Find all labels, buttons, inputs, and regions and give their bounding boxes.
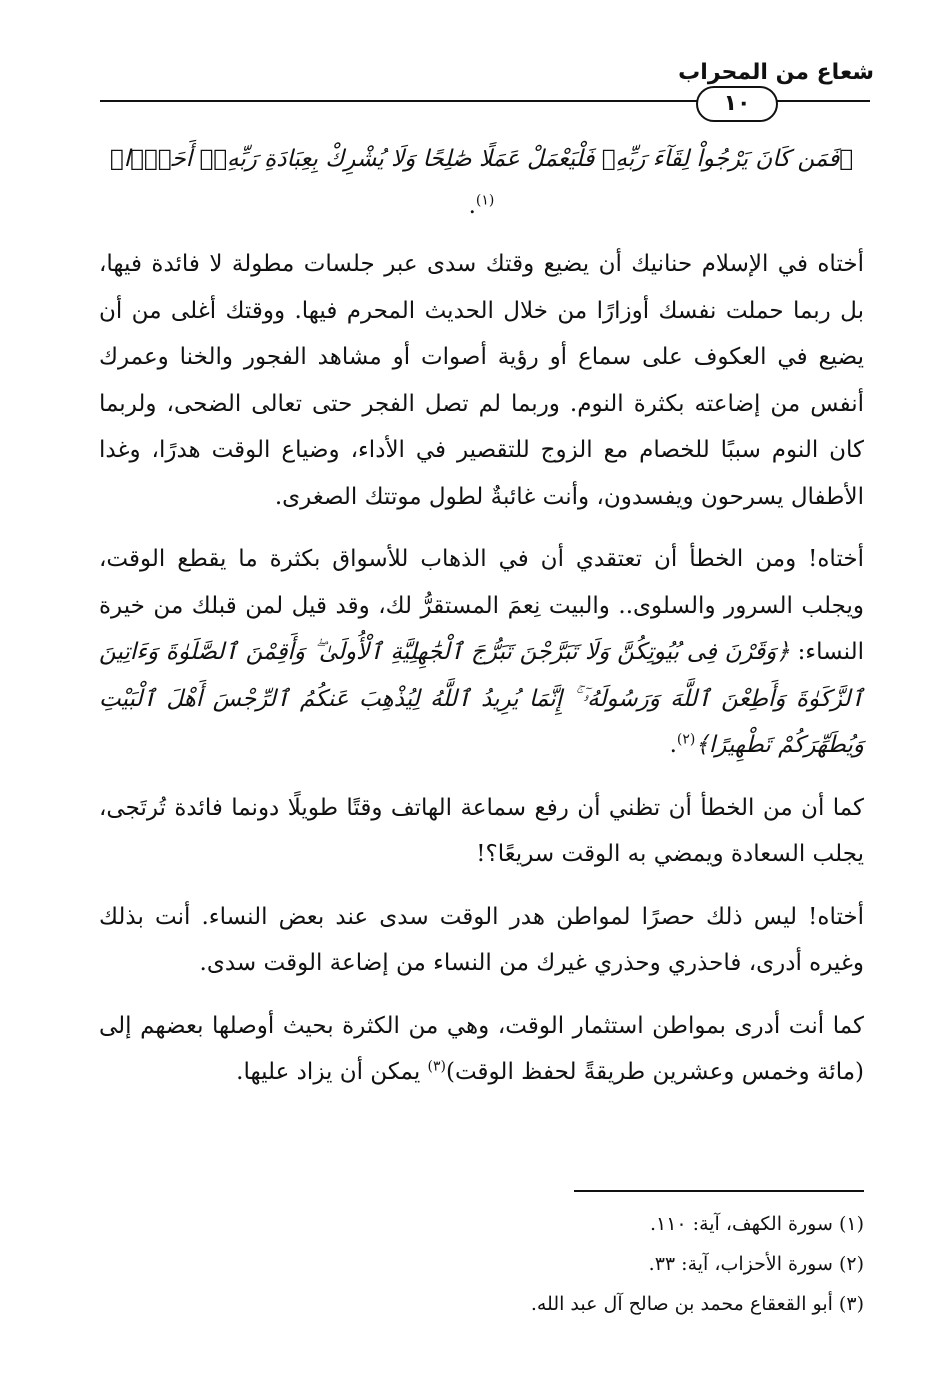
running-header-title: شعاع من المحراب: [678, 60, 874, 85]
paragraph-5-text: كما أنت أدرى بمواطن استثمار الوقت، وهي من الكثرة بحيث أوصلها بعضهم إلى (مائة وخمس وعشرين طريقةً لحفظ الوقت): [99, 1012, 864, 1085]
page-number-badge: ١٠: [696, 86, 778, 122]
paragraph-5: [99, 1003, 864, 1096]
paragraph-1: أختاه في الإسلام حنانيك أن يضيع وقتك سدى عبر جلسات مطولة لا فائدة فيها، بل ربما حملت نفسك أوزارًا من خلال الحديث المحرم فيها. ووقتك أغلى من أن يضيع في العكوف على سماع أو رؤية أصوات أو مشاهد الفجور والخنا وعمرك أنفس من إضاعته بكثرة النوم. وربما لم تصل الفجر حتى تعالى الضحى، ولربما كان النوم سببًا للخصام مع الزوج للتقصير في الأداء، وضياع الوقت هدرًا، وغدا الأطفال يسرحون ويفسدون، وأنت غائبةٌ لطول موتتك الصغرى.: [99, 251, 864, 510]
footnote-2: (٢) سورة الأحزاب، آية: ٣٣.: [648, 1253, 864, 1275]
paragraph-2-verse: ﴿وَقَرْنَ فِى بُيُوتِكُنَّ وَلَا تَبَرَّجْنَ تَبَرُّجَ ٱلْجَٰهِلِيَّةِ ٱلْأُولَىٰ ۖ وَأَقِمْنَ ٱلصَّلَوٰةَ وَءَاتِينَ ٱلزَّكَوٰةَ وَأَطِعْنَ ٱللَّهَ وَرَسُولَهُۥٓ ۚ إِنَّمَا يُرِيدُ ٱللَّهُ لِيُذْهِبَ عَنكُمُ ٱلرِّجْسَ أَهْلَ ٱلْبَيْتِ وَيُطَهِّرَكُمْ تَطْهِيرًا﴾: [99, 639, 864, 758]
footnote-divider: [574, 1190, 864, 1192]
paragraph-2: [99, 536, 864, 769]
footnote-1: (١) سورة الكهف، آية: ١١٠.: [649, 1213, 864, 1235]
footnotes: [99, 1206, 864, 1326]
main-text: [99, 136, 864, 1112]
paragraph-2-end: .: [669, 732, 677, 758]
footnote-ref-3: (٣): [427, 1058, 446, 1075]
paragraph-2-text: أختاه! ومن الخطأ أن تعتقدي أن في الذهاب للأسواق بكثرة ما يقطع الوقت، ويجلب السرور والسلوى.. والبيت نِعمَ المستقرُّ لك، وقد قيل لمن قبلك من خيرة النساء:: [99, 546, 864, 665]
paragraph-3: كما أن من الخطأ أن تظني أن رفع سماعة الهاتف وقتًا طويلًا دونما فائدة تُرتَجى، يجلب السعادة ويمضي به الوقت سريعًا؟!: [99, 794, 864, 867]
footnote-3: (٣) أبو القعقاع محمد بن صالح آل عبد الله.: [530, 1293, 864, 1315]
opening-verse-text: ﴿فَمَن كَانَ يَرْجُواْ لِقَآءَ رَبِّهِۦ فَلْيَعْمَلْ عَمَلًا صَٰلِحًا وَلَا يُشْرِكْ بِعِبَادَةِ رَبِّهِۦٓ أَحَدًۢا﴾: [109, 146, 854, 172]
opening-verse: [99, 136, 864, 229]
footnote-ref-1: (١): [475, 191, 495, 208]
paragraph-5-end: يمكن أن يزاد عليها.: [236, 1059, 421, 1085]
footnote-ref-2: (٢): [676, 731, 696, 748]
opening-verse-end: .: [468, 192, 476, 219]
paragraph-4: أختاه! ليس ذلك حصرًا لمواطن هدر الوقت سدى عند بعض النساء. أنت بذلك وغيره أدرى، فاحذري وحذري غيرك من النساء من إضاعة الوقت سدى.: [99, 903, 864, 976]
